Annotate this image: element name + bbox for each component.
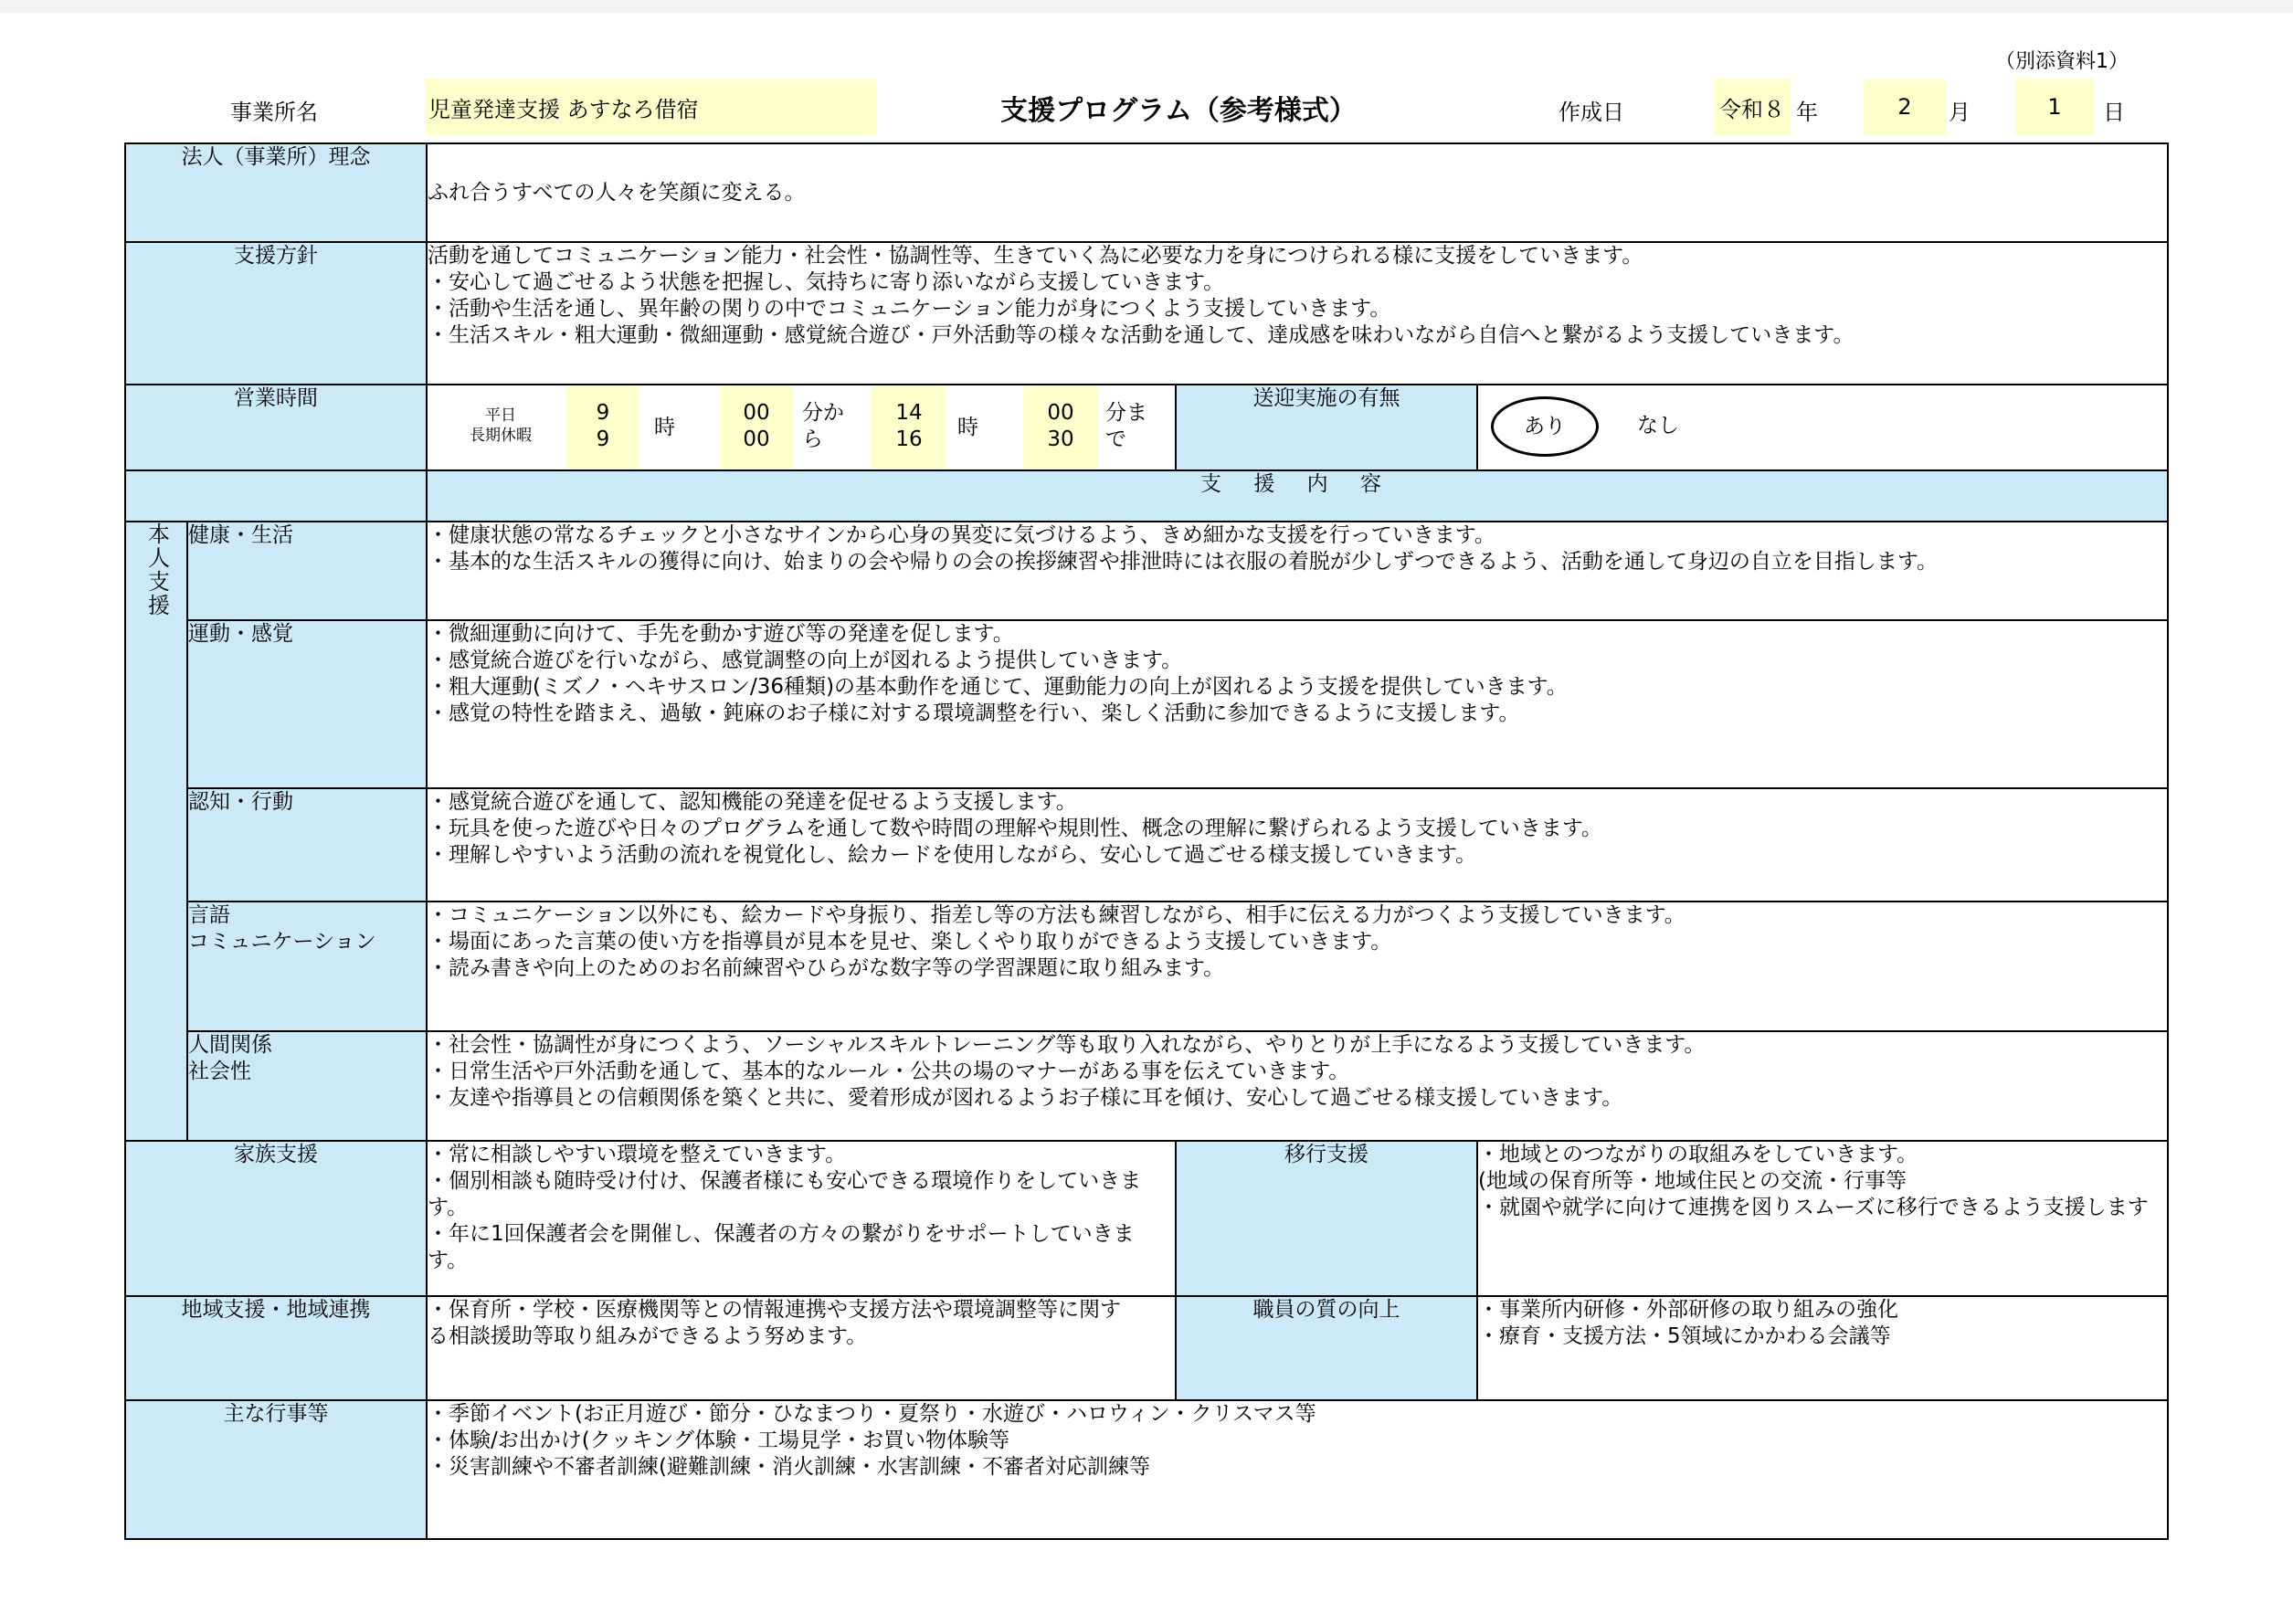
month-suffix: 月 <box>1949 100 1971 125</box>
weekday-label: 平日 <box>485 406 516 425</box>
transition-support-label: 移行支援 <box>1176 1141 1477 1296</box>
personal-row-line: ・日常生活や戸外活動を通して、基本的なルール・公共の場のマナーがある事を伝えていきます。 <box>428 1060 1350 1083</box>
end-hour-unit: 時 <box>957 416 978 439</box>
policy-row <box>125 242 2168 385</box>
end-min-box <box>1023 385 1098 469</box>
community-support-line: ・保育所・学校・医療機関等との情報連携や支援方法や環境調整等に関す <box>428 1298 1121 1322</box>
transition-support-line: ・就園や就学に向けて連携を図りスムーズに移行できるよう支援します <box>1478 1196 2149 1219</box>
personal-row-line: ・基本的な生活スキルの獲得に向け、始まりの会や帰りの会の挨拶練習や排泄時には衣服の着脱が少しずつできるよう、活動を通して身辺の自立を目指します。 <box>428 550 1939 574</box>
attachment-note: （別添資料1） <box>1995 50 2129 73</box>
from-unit-line1: 分か <box>802 401 844 425</box>
policy-line: 活動を通してコミュニケーション能力・社会性・協調性等、生きていく為に必要な力を身につけられる様に支援をしていきます。 <box>428 244 1643 268</box>
personal-row-label: 人間関係 <box>188 1033 272 1057</box>
personal-row-label-cell <box>187 902 427 1031</box>
end-hour-holiday: 16 <box>895 427 923 451</box>
personal-support-row <box>125 522 2168 620</box>
personal-row-line: ・感覚の特性を踏まえ、過敏・鈍麻のお子様に対する環境調整を行い、楽しく活動に参加できるように支援します。 <box>428 701 1520 725</box>
start-min-box <box>720 385 793 469</box>
personal-row-content <box>427 1031 2168 1141</box>
date-label: 作成日 <box>1559 100 1624 125</box>
from-unit <box>802 400 844 453</box>
staff-quality-label: 職員の質の向上 <box>1176 1296 1477 1400</box>
personal-row-label: 健康・生活 <box>187 522 427 620</box>
personal-row-line: ・健康状態の常なるチェックと小さなサインから心身の異変に気づけるよう、きめ細かな支援を行っていきます。 <box>428 523 1495 547</box>
day-suffix: 日 <box>2103 100 2125 125</box>
hours-label: 営業時間 <box>125 385 427 470</box>
personal-row-label-cell <box>187 1031 427 1141</box>
personal-support-row <box>125 788 2168 902</box>
transition-support-line: (地域の保育所等・地域住民との交流・行事等 <box>1478 1169 1907 1193</box>
start-hour-holiday: 9 <box>596 427 610 451</box>
personal-row-line: ・読み書きや向上のためのお名前練習やひらがな数字等の学習課題に取り組みます。 <box>428 956 1225 980</box>
start-hour-weekday: 9 <box>596 401 610 425</box>
policy-line: ・生活スキル・粗大運動・微細運動・感覚統合遊び・戸外活動等の様々な活動を通して、達成感を味わいながら自信へと繋がるよう支援していきます。 <box>428 323 1854 347</box>
era-text: 令和８ <box>1719 96 1785 122</box>
transport-content <box>1477 385 2168 470</box>
day-box <box>2015 79 2094 135</box>
support-content-header: 支 援 内 容 <box>427 470 2168 522</box>
policy-line: ・活動や生活を通し、異年齢の関りの中でコミュニケーション能力が身につくよう支援していきます。 <box>428 297 1391 321</box>
personal-row-content <box>427 788 2168 902</box>
office-label: 事業所名 <box>230 100 318 125</box>
to-unit <box>1105 400 1147 453</box>
personal-support-row <box>125 1031 2168 1141</box>
transport-no: なし <box>1637 414 1679 438</box>
events-row <box>125 1400 2168 1539</box>
support-content-header-row <box>125 470 2168 522</box>
personal-support-row <box>125 620 2168 788</box>
transport-label: 送迎実施の有無 <box>1176 385 1477 470</box>
philosophy-text: ふれ合うすべての人々を笑顔に変える。 <box>427 143 2168 242</box>
family-support-label: 家族支援 <box>125 1141 427 1296</box>
personal-row-content <box>427 902 2168 1031</box>
transition-support-line: ・地域とのつながりの取組みをしていきます。 <box>1478 1143 1918 1166</box>
to-unit-line1: 分ま <box>1105 401 1147 425</box>
personal-support-row <box>125 902 2168 1031</box>
events-line: ・体験/お出かけ(クッキング体験・工場見学・お買い物体験等 <box>428 1429 1010 1452</box>
family-support-line: ・個別相談も随時受け付け、保護者様にも安心できる環境作りをしていきま <box>428 1169 1142 1193</box>
to-unit-line2: で <box>1105 427 1126 451</box>
community-staff-row <box>125 1296 2168 1400</box>
start-hour-unit: 時 <box>654 416 675 439</box>
hours-row <box>125 385 2168 470</box>
end-min-weekday: 00 <box>1047 401 1074 425</box>
personal-row-line: ・感覚統合遊びを行いながら、感覚調整の向上が図れるよう提供していきます。 <box>428 649 1183 672</box>
month-box <box>1864 79 1946 135</box>
month-text: 2 <box>1897 94 1912 120</box>
personal-row-line: ・場面にあった言葉の使い方を指導員が見本を見せ、楽しくやり取りができるよう支援していきます。 <box>428 930 1392 954</box>
personal-row-label: 言語 <box>188 903 230 927</box>
staff-quality-content <box>1477 1296 2168 1400</box>
community-support-line: る相談援助等取り組みができるよう努めます。 <box>428 1324 868 1348</box>
events-content <box>427 1400 2168 1539</box>
staff-quality-line: ・事業所内研修・外部研修の取り組みの強化 <box>1478 1298 1898 1322</box>
family-support-line: ・年に1回保護者会を開催し、保護者の方々の繋がりをサポートしていきま <box>428 1222 1135 1246</box>
events-line: ・災害訓練や不審者訓練(避難訓練・消火訓練・水害訓練・不審者対応訓練等 <box>428 1455 1150 1479</box>
events-label: 主な行事等 <box>125 1400 427 1539</box>
family-support-content <box>427 1141 1176 1296</box>
personal-row-line: ・社会性・協調性が身につくよう、ソーシャルスキルトレーニング等も取り入れながら、やりとりが上手になるよう支援していきます。 <box>428 1033 1706 1057</box>
personal-row-label: 社会性 <box>188 1060 251 1083</box>
philosophy-label: 法人（事業所）理念 <box>125 143 427 242</box>
family-support-line: す。 <box>428 1196 469 1219</box>
support-content-header-blank <box>125 470 427 522</box>
office-name-text: 児童発達支援 あすなろ借宿 <box>428 96 699 122</box>
document-title: 支援プログラム（参考様式） <box>1000 95 1357 127</box>
personal-row-line: ・微細運動に向けて、手先を動かす遊び等の発達を促します。 <box>428 622 1014 646</box>
support-program-table <box>124 142 2169 1540</box>
personal-row-line: ・コミュニケーション以外にも、絵カードや身振り、指差し等の方法も練習しながら、相手に伝える力がつくよう支援していきます。 <box>428 903 1685 927</box>
transition-support-content <box>1477 1141 2168 1296</box>
personal-row-label: コミュニケーション <box>188 930 376 954</box>
personal-row-line: ・感覚統合遊びを通して、認知機能の発達を促せるよう支援します。 <box>428 790 1077 814</box>
year-suffix: 年 <box>1796 100 1818 125</box>
personal-row-line: ・友達や指導員との信頼関係を築くと共に、愛着形成が図れるようお子様に耳を傾け、安心して過ごせる様支援していきます。 <box>428 1086 1623 1110</box>
start-min-holiday: 00 <box>743 427 770 451</box>
community-support-label: 地域支援・地域連携 <box>125 1296 427 1400</box>
community-support-content <box>427 1296 1176 1400</box>
personal-support-label-cell <box>125 522 187 1141</box>
era-box <box>1714 79 1791 135</box>
policy-content <box>427 242 2168 385</box>
policy-label: 支援方針 <box>125 242 427 385</box>
hours-content <box>427 385 1176 470</box>
personal-support-label: 本人支援 <box>143 522 170 617</box>
personal-row-content <box>427 522 2168 620</box>
transport-yes-circled <box>1491 396 1599 457</box>
family-transition-row <box>125 1141 2168 1296</box>
start-hour-box <box>566 385 639 469</box>
family-support-line: す。 <box>428 1249 469 1272</box>
day-type-labels <box>464 406 537 446</box>
personal-row-content <box>427 620 2168 788</box>
end-hour-box <box>872 385 946 469</box>
start-min-weekday: 00 <box>743 401 770 425</box>
end-min-holiday: 30 <box>1047 427 1074 451</box>
transport-yes: あり <box>1524 414 1566 438</box>
philosophy-row <box>125 143 2168 242</box>
personal-row-label: 認知・行動 <box>187 788 427 902</box>
from-unit-line2: ら <box>802 427 823 451</box>
policy-line: ・安心して過ごせるよう状態を把握し、気持ちに寄り添いながら支援していきます。 <box>428 270 1225 294</box>
personal-row-line: ・玩具を使った遊びや日々のプログラムを通して数や時間の理解や規則性、概念の理解に繋げられるよう支援していきます。 <box>428 817 1602 840</box>
office-name <box>425 79 876 135</box>
end-hour-weekday: 14 <box>895 401 923 425</box>
personal-row-line: ・理解しやすいよう活動の流れを視覚化し、絵カードを使用しながら、安心して過ごせる様支援していきます。 <box>428 843 1477 867</box>
holiday-label: 長期休暇 <box>470 427 532 445</box>
events-line: ・季節イベント(お正月遊び・節分・ひなまつり・夏祭り・水遊び・ハロウィン・クリスマス等 <box>428 1402 1316 1426</box>
personal-row-label: 運動・感覚 <box>187 620 427 788</box>
top-bar <box>0 0 2293 13</box>
day-text: 1 <box>2047 94 2062 120</box>
staff-quality-line: ・療育・支援方法・5領域にかかわる会議等 <box>1478 1324 1891 1348</box>
personal-row-line: ・粗大運動(ミズノ・ヘキサスロン/36種類)の基本動作を通じて、運動能力の向上が図れるよう支援を提供していきます。 <box>428 675 1568 699</box>
family-support-line: ・常に相談しやすい環境を整えていきます。 <box>428 1143 847 1166</box>
